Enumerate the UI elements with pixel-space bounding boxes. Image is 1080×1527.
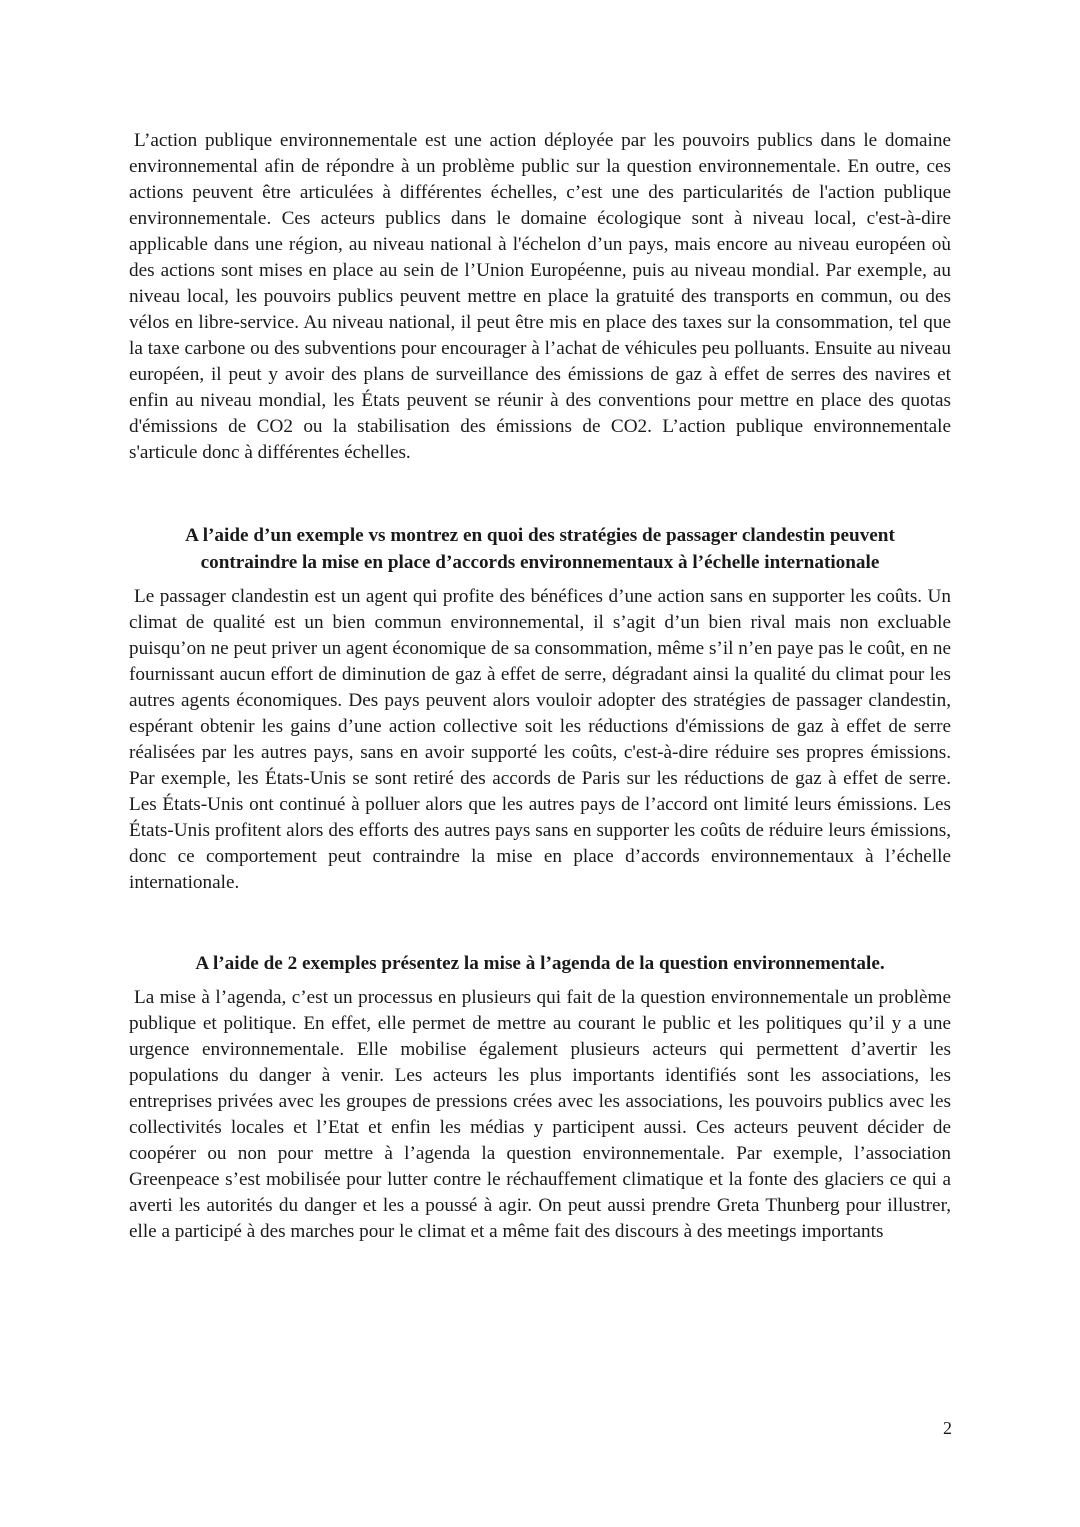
page-number: 2 bbox=[943, 1418, 952, 1438]
section-paragraph-agenda-setting: La mise à l’agenda, c’est un processus en plusieurs qui fait de la question environnementale un problème publique et politique. En effet, elle permet de mettre au courant le public et les politiques qu’il y a une urgence environnementale. Elle mobilise également plusieurs acteurs qui permettent d’avertir les populations du danger à venir. Les acteurs les plus importants identifiés sont les associations, les entreprises privées avec les groupes de pressions crées avec les associations, les pouvoirs publics avec les collectivités locales et l’Etat et enfin les médias y participent aussi. Ces acteurs peuvent décider de coopérer ou non pour mettre à l’agenda la question environnementale. Par exemple, l’association Greenpeace s’est mobilisée pour lutter contre le réchauffement climatique et la fonte des glaciers ce qui a averti les autorités du danger et les a poussé à agir. On peut aussi prendre Greta Thunberg pour illustrer, elle a participé à des marches pour le climat et a même fait des discours à des meetings importants bbox=[129, 987, 951, 1242]
section-heading-agenda-setting: A l’aide de 2 exemples présentez la mise à l’agenda de la question environnementale. bbox=[195, 953, 885, 974]
intro-paragraph: L’action publique environnementale est une action déployée par les pouvoirs publics dans le domaine environnemental afin de répondre à un problème public sur la question environnementale. En outre, ces actions peuvent être articulées à différentes échelles, c’est une des particularités de l'action publique environnementale. Ces acteurs publics dans le domaine écologique sont à niveau local, c'est-à-dire applicable dans une région, au niveau national à l'échelon d’un pays, mais encore au niveau européen où des actions sont mises en place au sein de l’Union Européenne, puis au niveau mondial. Par exemple, au niveau local, les pouvoirs publics peuvent mettre en place la gratuité des transports en commun, ou des vélos en libre-service. Au niveau national, il peut être mis en place des taxes sur la consommation, tel que la taxe carbone ou des subventions pour encourager à l’achat de véhicules peu polluants. Ensuite au niveau européen, il peut y avoir des plans de surveillance des émissions de gaz à effet de serres des navires et enfin au niveau mondial, les États peuvent se réunir à des conventions pour mettre en place des quotas d'émissions de CO2 ou la stabilisation des émissions de CO2. L’action publique environnementale s'articule donc à différentes échelles. bbox=[129, 130, 951, 463]
section-heading-free-rider: A l’aide d’un exemple vs montrez en quoi des stratégies de passager clandestin peuvent contraindre la mise en place d’accords environnementaux à l’échelle internationale bbox=[185, 525, 895, 573]
section-paragraph-free-rider: Le passager clandestin est un agent qui profite des bénéfices d’une action sans en supporter les coûts. Un climat de qualité est un bien commun environnemental, il s’agit d’un bien rival mais non excluable puisqu’on ne peut priver un agent économique de sa consommation, même s’il n’en paye pas le coût, en ne fournissant aucun effort de diminution de gaz à effet de serre, dégradant ainsi la qualité du climat pour les autres agents économiques. Des pays peuvent alors vouloir adopter des stratégies de passager clandestin, espérant obtenir les gains d’une action collective soit les réductions d'émissions de gaz à effet de serre réalisées par les autres pays, sans en avoir supporté les coûts, c'est-à-dire réduire ses propres émissions. Par exemple, les États-Unis se sont retiré des accords de Paris sur les réductions de gaz à effet de serre. Les États-Unis ont continué à polluer alors que les autres pays de l’accord ont limité leurs émissions. Les États-Unis profitent alors des efforts des autres pays sans en supporter les coûts de réduire leurs émissions, donc ce comportement peut contraindre la mise en place d’accords environnementaux à l’échelle internationale. bbox=[129, 586, 951, 893]
document-page bbox=[129, 128, 951, 1245]
